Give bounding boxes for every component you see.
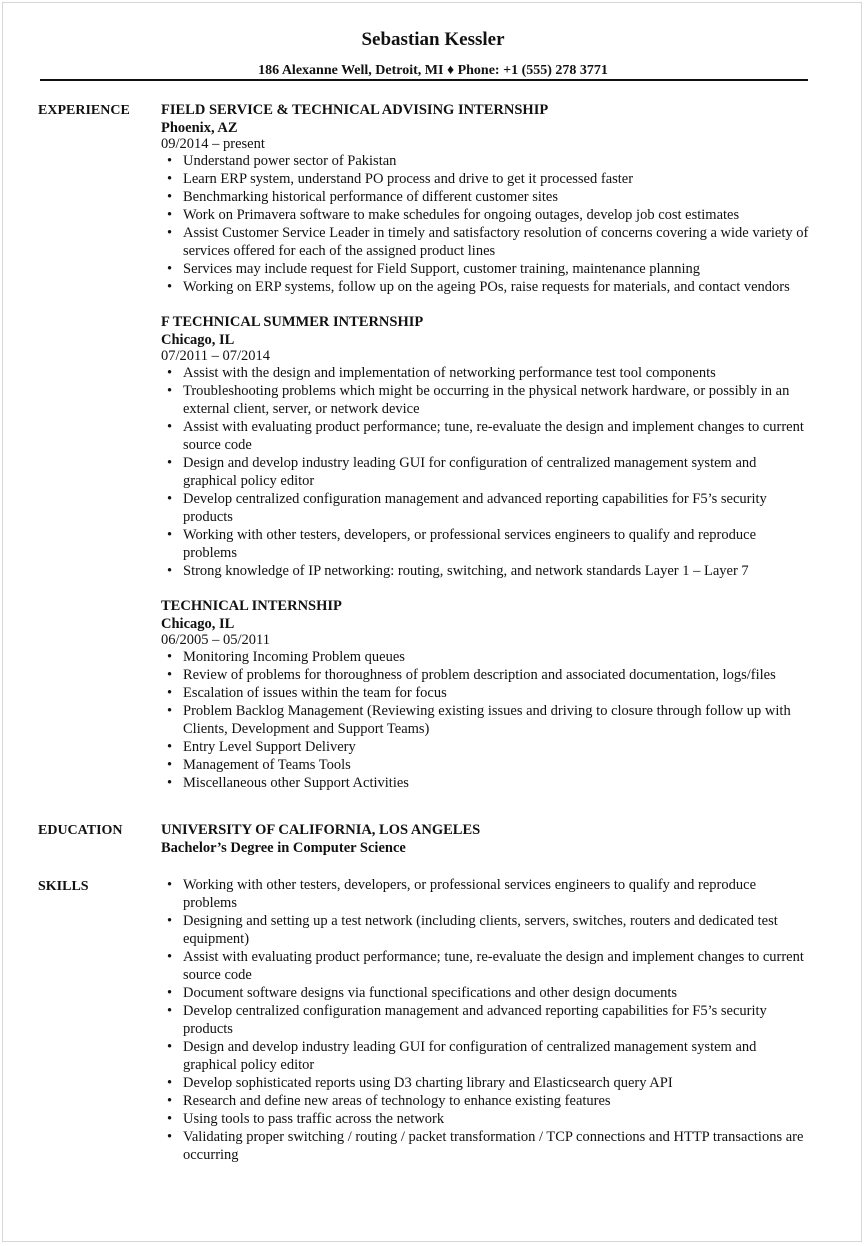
list-item: • Document software designs via functional specifications and other design documents [161,984,811,1002]
list-item: • Management of Teams Tools [161,756,811,774]
list-item: • Troubleshooting problems which might be occurring in the physical network hardware, or possibly in an external client, server, or network device [161,382,811,418]
candidate-name: Sebastian Kessler [361,29,505,50]
list-item: • Design and develop industry leading GUI for configuration of centralized management system and graphical policy editor [161,1038,811,1074]
list-item: • Miscellaneous other Support Activities [161,774,811,792]
section-label-skills: SKILLS [38,879,89,894]
school-name: UNIVERSITY OF CALIFORNIA, LOS ANGELES [161,822,481,838]
resume-header [0,28,866,80]
list-item: • Using tools to pass traffic across the network [161,1110,811,1128]
list-item: • Assist Customer Service Leader in timely and satisfactory resolution of concerns covering a wide variety of services offered for each of the assigned product lines [161,224,811,260]
job-title: TECHNICAL INTERNSHIP [161,598,342,614]
header-divider [40,79,808,81]
list-item: • Working on ERP systems, follow up on the ageing POs, raise requests for materials, and contact vendors [161,278,811,296]
list-item: • Develop sophisticated reports using D3 charting library and Elasticsearch query API [161,1074,811,1092]
skills-section [0,876,866,1164]
list-item: • Problem Backlog Management (Reviewing existing issues and driving to closure through follow up with Clients, Development and Support Teams) [161,702,811,738]
list-item: • Research and define new areas of technology to enhance existing features [161,1092,811,1110]
list-item: • Benchmarking historical performance of different customer sites [161,188,811,206]
job-location: Chicago, IL [161,332,235,348]
list-item: • Designing and setting up a test network (including clients, servers, switches, routers and dedicated test equipment) [161,912,811,948]
list-item: • Develop centralized configuration management and advanced reporting capabilities for F5’s security products [161,490,811,526]
list-item: • Working with other testers, developers, or professional services engineers to qualify and reproduce problems [161,526,811,562]
list-item: • Strong knowledge of IP networking: routing, switching, and network standards Layer 1 – Layer 7 [161,562,811,580]
list-item: • Services may include request for Field Support, customer training, maintenance planning [161,260,811,278]
job-dates: 06/2005 – 05/2011 [161,632,271,648]
experience-section [0,100,866,792]
resume-body [0,100,866,1164]
list-item: • Entry Level Support Delivery [161,738,811,756]
list-item: • Understand power sector of Pakistan [161,152,811,170]
job-dates: 09/2014 – present [161,136,265,152]
section-label-experience: EXPERIENCE [38,103,130,118]
list-item: • Assist with the design and implementation of networking performance test tool components [161,364,811,382]
education-section [0,820,866,856]
job-bullets [161,152,811,296]
degree: Bachelor’s Degree in Computer Science [161,840,406,856]
list-item: • Escalation of issues within the team for focus [161,684,811,702]
job-bullets [161,364,811,580]
list-item: • Work on Primavera software to make schedules for ongoing outages, develop job cost estimates [161,206,811,224]
list-item: • Validating proper switching / routing / packet transformation / TCP connections and HTTP transactions are occurring [161,1128,811,1164]
skills-list [161,876,811,1164]
list-item: • Develop centralized configuration management and advanced reporting capabilities for F5’s security products [161,1002,811,1038]
list-item: • Monitoring Incoming Problem queues [161,648,811,666]
job-title: FIELD SERVICE & TECHNICAL ADVISING INTERNSHIP [161,102,549,118]
list-item: • Assist with evaluating product performance; tune, re-evaluate the design and implement changes to current source code [161,948,811,984]
job-title: F TECHNICAL SUMMER INTERNSHIP [161,314,424,330]
job-entry [161,596,811,792]
job-location: Chicago, IL [161,616,235,632]
list-item: • Working with other testers, developers, or professional services engineers to qualify and reproduce problems [161,876,811,912]
list-item: • Design and develop industry leading GUI for configuration of centralized management system and graphical policy editor [161,454,811,490]
job-entry [161,312,811,580]
list-item: • Assist with evaluating product performance; tune, re-evaluate the design and implement changes to current source code [161,418,811,454]
section-label-education: EDUCATION [38,823,123,838]
job-entry [161,100,811,296]
job-dates: 07/2011 – 07/2014 [161,348,271,364]
job-bullets [161,648,811,792]
job-location: Phoenix, AZ [161,120,238,136]
list-item: • Learn ERP system, understand PO process and drive to get it processed faster [161,170,811,188]
contact-line: 186 Alexanne Well, Detroit, MI ♦ Phone: +1 (555) 278 3771 [258,63,608,78]
list-item: • Review of problems for thoroughness of problem description and associated documentation, logs/files [161,666,811,684]
